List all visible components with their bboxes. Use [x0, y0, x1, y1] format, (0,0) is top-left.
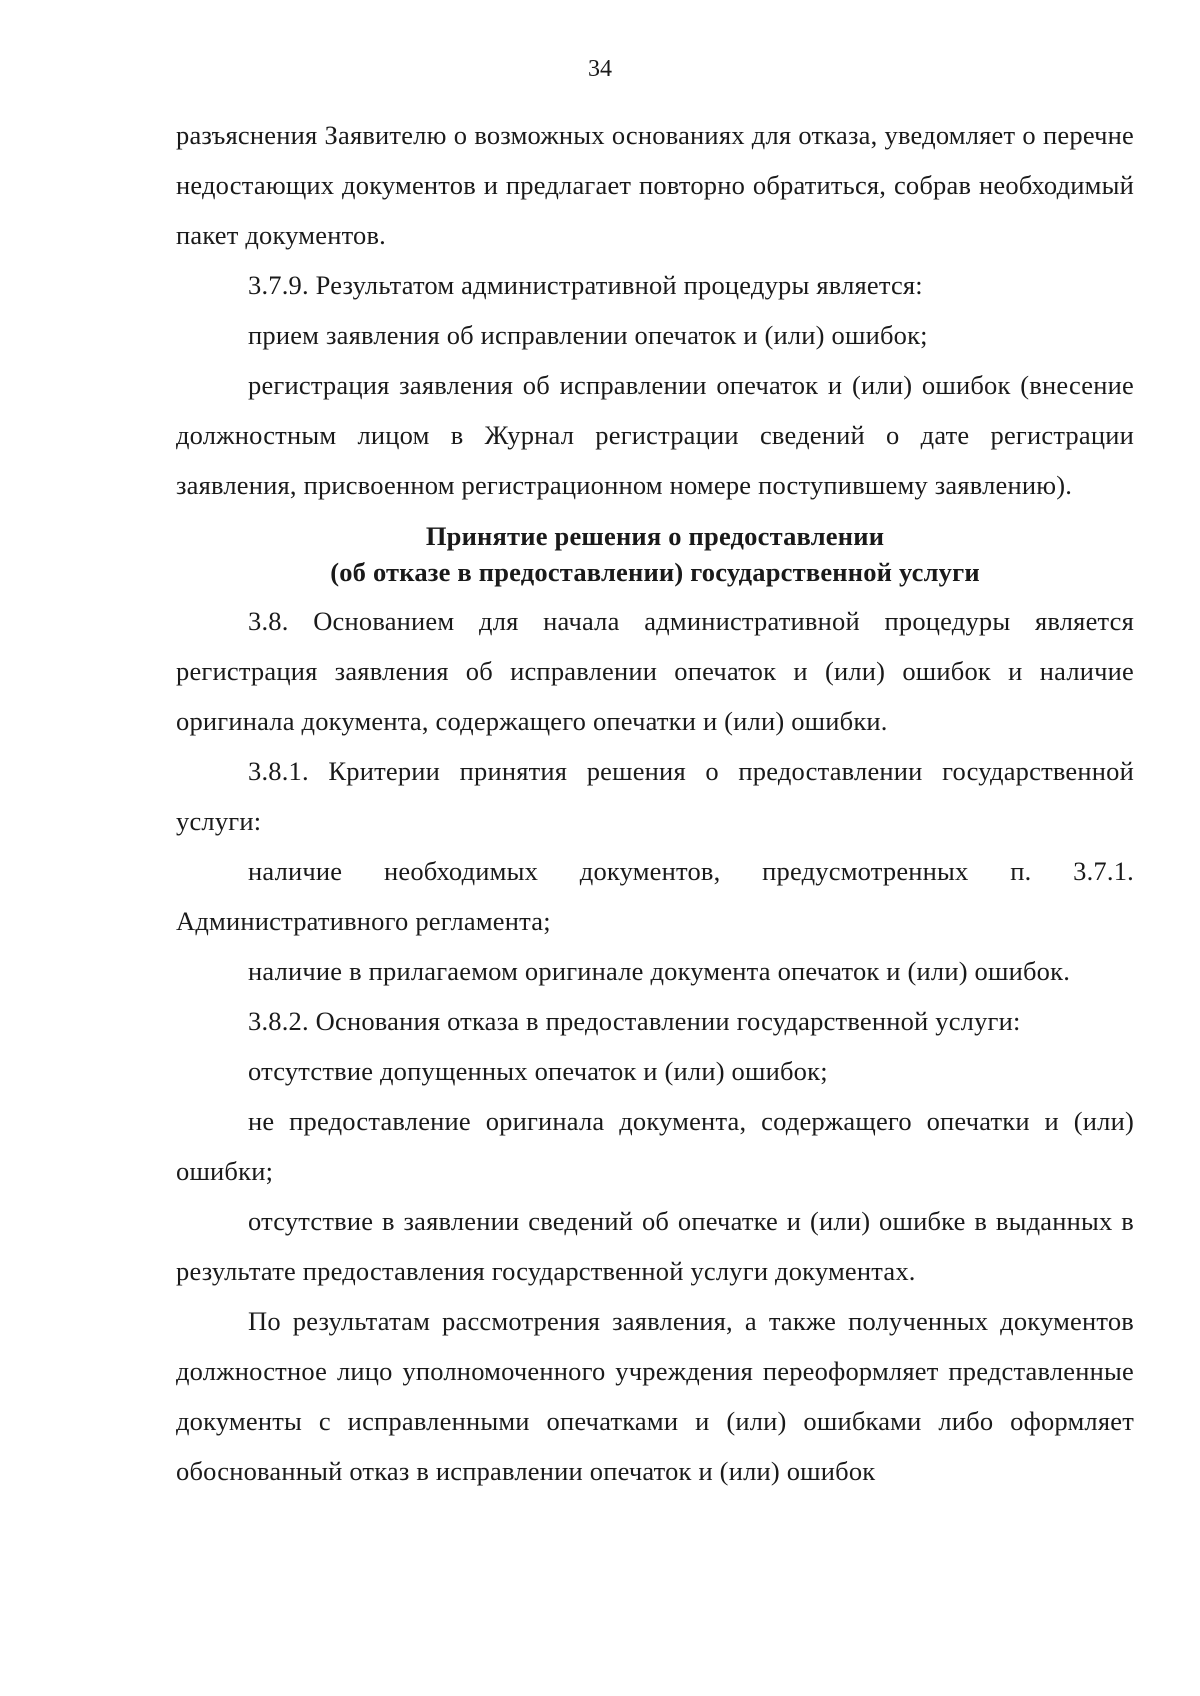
- paragraph-refusal-item-3: отсутствие в заявлении сведений об опечатке и (или) ошибке в выданных в результате предоставления государственной услуги документах.: [176, 1206, 1134, 1286]
- paragraph-refusal-item-1: отсутствие допущенных опечаток и (или) ошибок;: [248, 1056, 828, 1086]
- paragraph-review-results: По результатам рассмотрения заявления, а также полученных документов должностное лицо уполномоченного учреждения переоформляет представленные документы с исправленными опечатками и (или) ошибками либо оформляет обоснованный отказ в исправлении опечаток и (или) ошибок: [176, 1306, 1134, 1486]
- paragraph-3-8-1: 3.8.1. Критерии принятия решения о предоставлении государственной услуги:: [176, 756, 1134, 836]
- paragraph-continuation: разъяснения Заявителю о возможных основаниях для отказа, уведомляет о перечне недостающих документов и предлагает повторно обратиться, собрав необходимый пакет документов.: [176, 120, 1134, 250]
- paragraph-3-7-9: 3.7.9. Результатом административной процедуры является:: [248, 270, 923, 300]
- page-number: 34: [588, 56, 612, 82]
- paragraph-result-item-2: регистрация заявления об исправлении опечаток и (или) ошибок (внесение должностным лицом в Журнал регистрации сведений о дате регистрации заявления, присвоенном регистрационном номере поступившему заявлению).: [176, 370, 1134, 500]
- paragraph-refusal-item-2: не предоставление оригинала документа, содержащего опечатки и (или) ошибки;: [176, 1106, 1134, 1186]
- section-heading-line-2: (об отказе в предоставлении) государственной услуги: [330, 557, 980, 587]
- paragraph-3-8: 3.8. Основанием для начала административной процедуры является регистрация заявления об исправлении опечаток и (или) ошибок и наличие оригинала документа, содержащего опечатки и (или) ошибки.: [176, 606, 1134, 736]
- section-heading-line-1: Принятие решения о предоставлении: [425, 521, 885, 551]
- paragraph-result-item-1: прием заявления об исправлении опечаток и (или) ошибок;: [248, 320, 928, 350]
- paragraph-3-8-2: 3.8.2. Основания отказа в предоставлении государственной услуги:: [248, 1006, 1021, 1036]
- section-heading: [176, 510, 1134, 596]
- document-body: [176, 110, 1134, 1496]
- paragraph-criteria-item-1: наличие необходимых документов, предусмотренных п. 3.7.1. Административного регламента;: [176, 856, 1134, 936]
- paragraph-criteria-item-2: наличие в прилагаемом оригинале документа опечаток и (или) ошибок.: [248, 956, 1071, 986]
